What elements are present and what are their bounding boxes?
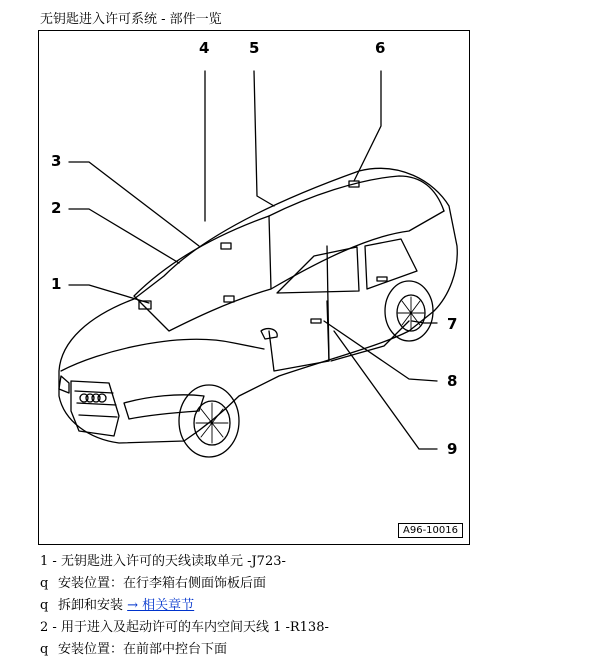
hood-line [61, 339, 264, 371]
list-item [40, 617, 600, 639]
callout-7: 7 [447, 315, 458, 333]
callout-9: 9 [447, 440, 458, 458]
callout-3: 3 [51, 152, 62, 170]
callout-6: 6 [375, 39, 386, 57]
grille [71, 381, 119, 436]
item-text: 用于进入及起动许可的车内空间天线 1 -R138- [60, 620, 329, 635]
list-item [40, 551, 600, 573]
front-door-handle [311, 319, 321, 323]
item-bullet: q [40, 598, 49, 613]
item-bullet: q [40, 642, 49, 657]
callout-8: 8 [447, 372, 458, 390]
component-list [40, 551, 600, 661]
callout-2: 2 [51, 199, 62, 217]
right-headlight [124, 395, 204, 419]
front-side-window [277, 247, 359, 293]
antenna-5 [224, 296, 234, 302]
item-text: 拆卸和安装 [58, 598, 124, 613]
rear-door-handle [377, 277, 387, 281]
figure-id-label: A96-10016 [398, 523, 463, 538]
item-bullet: q [40, 576, 49, 591]
callout-5: 5 [249, 39, 260, 57]
list-item [40, 595, 600, 617]
list-item [40, 639, 600, 661]
related-chapter-link[interactable]: → 相关章节 [127, 598, 195, 613]
item-prefix: 2 - [40, 620, 57, 635]
front-door [269, 301, 329, 371]
page-title: 无钥匙进入许可系统 - 部件一览 [40, 12, 222, 27]
item-prefix: 1 - [40, 554, 57, 569]
item-text: 安装位置：在行李箱右侧面饰板后面 [58, 576, 267, 591]
callout-4: 4 [199, 39, 210, 57]
item-text: 无钥匙进入许可的天线读取单元 -J723- [60, 554, 286, 569]
callout-1: 1 [51, 275, 62, 293]
windshield [134, 216, 271, 331]
left-headlight [59, 376, 69, 393]
antenna-4 [221, 243, 231, 249]
car-illustration [39, 31, 471, 546]
list-item [40, 573, 600, 595]
item-text: 安装位置：在前部中控台下面 [58, 642, 228, 657]
component-diagram [38, 30, 470, 545]
